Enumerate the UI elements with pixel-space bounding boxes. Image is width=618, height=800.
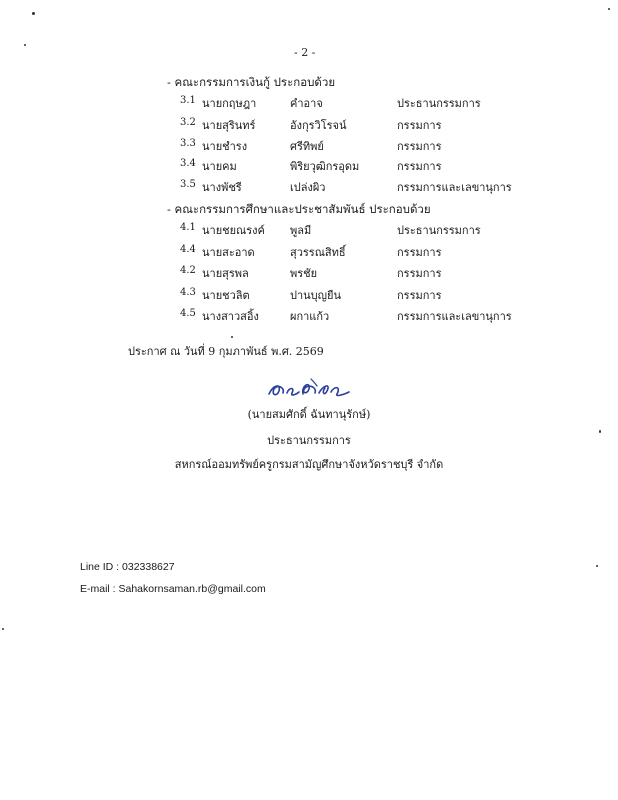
member-number: 3.3 [180, 138, 196, 149]
committee-member-row [0, 94, 618, 110]
page-number: - 2 - [294, 46, 316, 59]
member-position: กรรมการและเลขานุการ [397, 181, 512, 194]
committee-member-row [0, 178, 618, 194]
member-last-name: ผกาแก้ว [290, 310, 330, 323]
member-number: 4.3 [180, 287, 196, 298]
committee-member-row [0, 116, 618, 132]
member-position: กรรมการ [397, 119, 442, 132]
member-number: 4.4 [180, 244, 196, 255]
member-last-name: ศรีทิพย์ [290, 140, 324, 153]
member-position: กรรมการ [397, 246, 442, 259]
member-first-name: นายคม [202, 160, 237, 173]
member-number: 3.1 [180, 95, 196, 106]
member-first-name: นายชวลิต [202, 289, 250, 302]
member-position: กรรมการ [397, 289, 442, 302]
member-first-name: นายสุรินทร์ [202, 119, 256, 132]
member-number: 4.2 [180, 265, 196, 276]
member-last-name: พรชัย [290, 267, 318, 280]
member-first-name: นายชยณรงค์ [202, 224, 265, 237]
member-first-name: นายสุรพล [202, 267, 249, 280]
member-position: กรรมการ [397, 267, 442, 280]
member-last-name: เปล่งผิว [290, 181, 326, 194]
member-position: กรรมการ [397, 140, 442, 153]
signer-name: (นายสมศักดิ์ ฉันทานุรักษ์) [247, 408, 371, 421]
member-last-name: สุวรรณสิทธิ์ [290, 246, 346, 259]
member-position: กรรมการ [397, 160, 442, 173]
member-first-name: นายสะอาด [202, 246, 255, 259]
committee-member-row [0, 137, 618, 153]
member-number: 3.5 [180, 179, 196, 190]
member-last-name: ปานบุญยืน [290, 289, 341, 302]
member-position: ประธานกรรมการ [397, 97, 481, 110]
handwritten-signature [265, 375, 355, 405]
announcement-date: ประกาศ ณ วันที่ 9 กุมภาพันธ์ พ.ศ. 2569 [128, 345, 324, 358]
member-first-name: นางพัชรี [202, 181, 242, 194]
committee-member-row [0, 307, 618, 323]
member-first-name: นางสาวสอิ้ง [202, 310, 259, 323]
committee-member-row [0, 221, 618, 237]
member-last-name: อังกุรวิโรจน์ [290, 119, 347, 132]
education-committee-heading: - คณะกรรมการศึกษาและประชาสัมพันธ์ ประกอบด้วย [167, 202, 431, 216]
committee-member-row [0, 286, 618, 302]
email-address: E-mail : Sahakornsaman.rb@gmail.com [80, 583, 266, 595]
member-number: 4.1 [180, 222, 196, 233]
committee-member-row [0, 243, 618, 259]
member-last-name: พูลมี [290, 224, 312, 237]
line-id: Line ID : 032338627 [80, 561, 175, 573]
committee-member-row [0, 157, 618, 173]
member-number: 3.2 [180, 117, 196, 128]
finance-committee-heading: - คณะกรรมการเงินกู้ ประกอบด้วย [167, 75, 336, 89]
member-last-name: พิริยวุฒิกรอุดม [290, 160, 360, 173]
signer-organization: สหกรณ์ออมทรัพย์ครูกรมสามัญศึกษาจังหวัดราชบุรี จำกัด [174, 458, 444, 471]
member-position: กรรมการและเลขานุการ [397, 310, 512, 323]
committee-member-row [0, 264, 618, 280]
member-last-name: คำอาจ [290, 97, 323, 110]
signer-title: ประธานกรรมการ [267, 434, 351, 447]
member-number: 4.5 [180, 308, 196, 319]
member-first-name: นายกฤษฎา [202, 97, 257, 110]
member-position: ประธานกรรมการ [397, 224, 481, 237]
member-first-name: นายชำรง [202, 140, 248, 153]
member-number: 3.4 [180, 158, 196, 169]
